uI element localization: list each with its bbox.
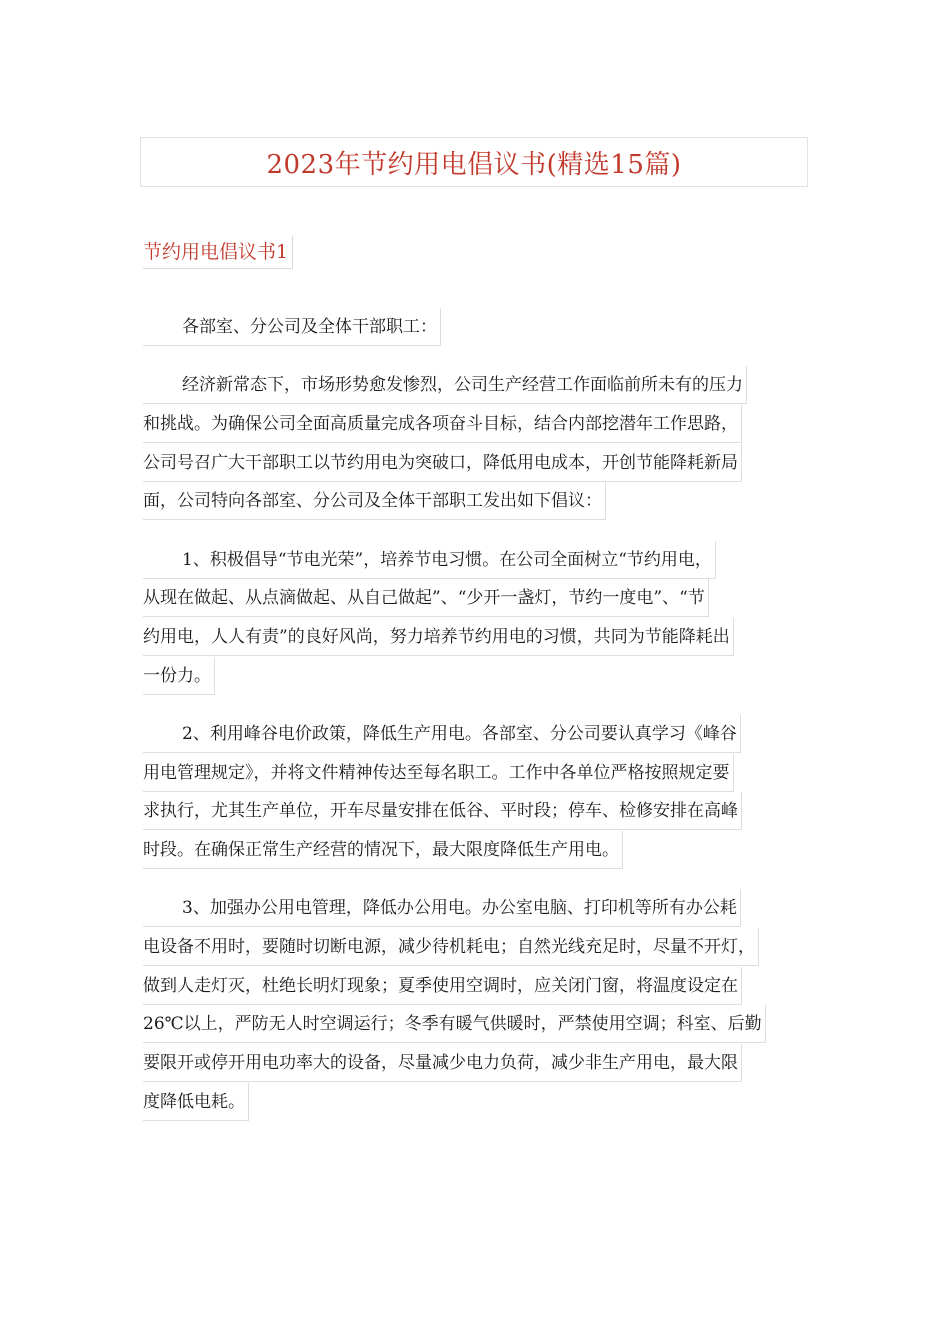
- paragraph-4-line-4: 26℃以上，严防无人时空调运行；冬季有暖气供暖时，严禁使用空调；科室、后勤: [143, 1005, 766, 1043]
- paragraph-2-line-4: 一份力。: [143, 657, 215, 695]
- paragraph-4-line-2: 电设备不用时，要随时切断电源，减少待机耗电；自然光线充足时，尽量不开灯，: [143, 928, 759, 966]
- paragraph-3-line-3: 求执行，尤其生产单位，开车尽量安排在低谷、平时段；停车、检修安排在高峰: [143, 792, 742, 830]
- paragraph-3-line-4: 时段。在确保正常生产经营的情况下，最大限度降低生产用电。: [143, 831, 623, 869]
- title-box: [140, 137, 808, 187]
- paragraph-2-line-2: 从现在做起、从点滴做起、从自己做起”、“少开一盏灯，节约一度电”、“节: [143, 579, 709, 617]
- paragraph-3-line-1: 2、利用峰谷电价政策，降低生产用电。各部室、分公司要认真学习《峰谷: [143, 715, 741, 753]
- paragraph-4-line-6: 度降低电耗。: [143, 1083, 249, 1121]
- paragraph-4-line-1: 3、加强办公用电管理，降低办公用电。办公室电脑、打印机等所有办公耗: [143, 889, 741, 927]
- paragraph-3-line-2: 用电管理规定》，并将文件精神传达至每名职工。工作中各单位严格按照规定要: [143, 754, 734, 792]
- paragraph-1-line-4: 面，公司特向各部室、分公司及全体干部职工发出如下倡议：: [143, 482, 606, 520]
- paragraph-2-line-3: 约用电，人人有责”的良好风尚，努力培养节约用电的习惯，共同为节能降耗出: [143, 618, 734, 656]
- document-title: 2023年节约用电倡议书(精选15篇): [266, 149, 682, 180]
- paragraph-1-line-3: 公司号召广大干部职工以节约用电为突破口，降低用电成本，开创节能降耗新局: [143, 444, 742, 482]
- paragraph-2-line-1: 1、积极倡导“节电光荣”，培养节电习惯。在公司全面树立“节约用电，: [143, 541, 716, 579]
- paragraph-1-line-2: 和挑战。为确保公司全面高质量完成各项奋斗目标，结合内部挖潜年工作思路，: [143, 405, 742, 443]
- paragraph-1-line-1: 经济新常态下，市场形势愈发惨烈，公司生产经营工作面临前所未有的压力: [143, 366, 747, 404]
- paragraph-4-line-3: 做到人走灯灭，杜绝长明灯现象；夏季使用空调时，应关闭门窗，将温度设定在: [143, 967, 742, 1005]
- section-heading: 节约用电倡议书1: [143, 236, 293, 269]
- salutation: 各部室、分公司及全体干部职工：: [143, 308, 441, 346]
- paragraph-4-line-5: 要限开或停开用电功率大的设备，尽量减少电力负荷，减少非生产用电，最大限: [143, 1044, 742, 1082]
